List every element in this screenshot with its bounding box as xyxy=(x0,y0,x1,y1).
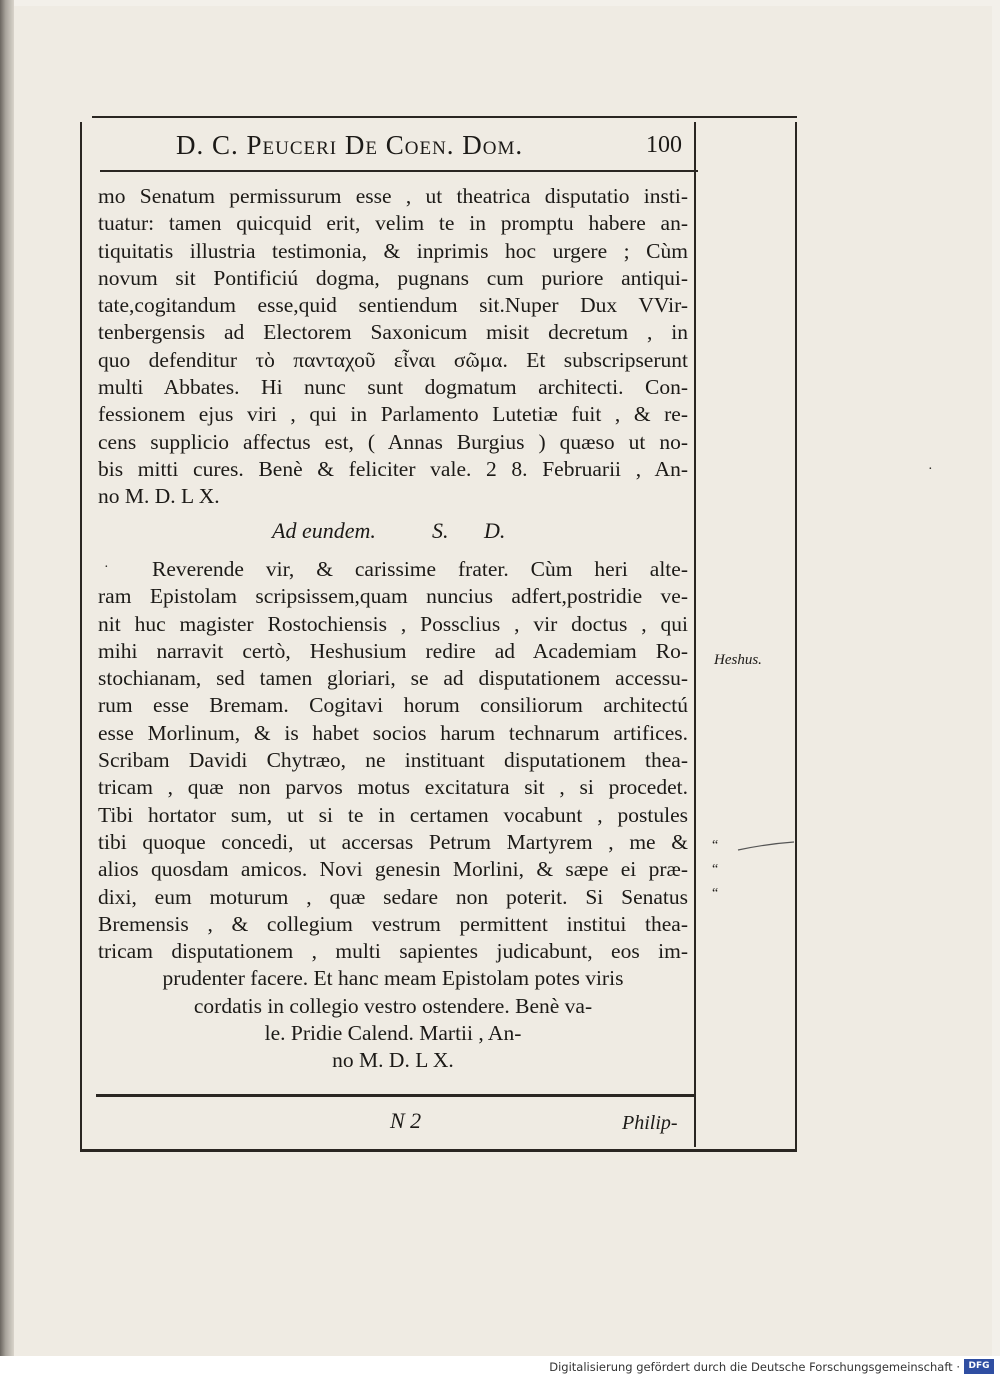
text-line: stochianam, sed tamen gloriari, se ad disputationem accessu- xyxy=(98,666,688,691)
text-line: tuatur: tamen quicquid erit, velim te in promptu habere an- xyxy=(98,211,688,236)
marginal-note: Heshus. xyxy=(714,652,762,668)
text-line: alios quosdam amicos. Novi genesin Morlini, & sæpe ei præ- xyxy=(98,857,688,882)
bottom-rule xyxy=(80,1149,797,1152)
text-line: tiquitatis illustria testimonia, & inprimis hoc urgere ; Cùm xyxy=(98,238,688,263)
catchword: Philip- xyxy=(622,1112,678,1134)
running-head xyxy=(0,130,1000,170)
text-line: tricam , quæ non parvos motus excitatura sit , si procedet. xyxy=(98,775,688,800)
letter-text xyxy=(98,556,688,1075)
closing-line: cordatis in collegio vestro ostendere. Benè va- xyxy=(193,993,593,1018)
footer-rule xyxy=(96,1094,696,1097)
text-line: no M. D. L X. xyxy=(98,484,220,509)
text-line: dixi, eum moturum , quæ sedare non poterit. Si Senatus xyxy=(98,884,688,909)
top-rule xyxy=(92,116,797,118)
text-line: mihi narravit certò, Heshusium redire ad Academiam Ro- xyxy=(98,638,688,663)
closing-line: prudenter facere. Et hanc meam Epistolam potes viris xyxy=(162,966,624,991)
left-frame-rule xyxy=(80,122,82,1152)
body-text xyxy=(98,183,688,511)
credit-bar xyxy=(0,1356,1000,1380)
letter-heading-d: D. xyxy=(484,518,506,543)
text-line: tenbergensis ad Electorem Saxonicum misit decretum , in xyxy=(98,320,688,345)
ditto-mark: “ xyxy=(712,862,719,877)
outer-right-rule xyxy=(795,122,797,1152)
text-line: multi Abbates. Hi nunc sunt dogmatum architecti. Con- xyxy=(98,375,688,400)
pencil-stroke xyxy=(736,840,796,854)
text-line: Reverende vir, & carissime frater. Cùm heri alte- xyxy=(152,557,688,581)
text-line: rum esse Bremam. Cogitavi horum consiliorum architectú xyxy=(98,693,688,718)
header-rule xyxy=(100,170,698,172)
text-line: esse Morlinum, & is habet socios harum technarum artifices. xyxy=(98,720,688,745)
letter-heading xyxy=(0,518,1000,548)
text-line: Tibi hortator sum, ut si te in certamen vocabunt , postules xyxy=(98,802,688,827)
letter-heading-s: S. xyxy=(432,518,449,543)
text-line: bis mitti cures. Benè & feliciter vale. 2 8. Februarii , An- xyxy=(98,456,688,481)
signature-mark: N 2 xyxy=(390,1108,422,1133)
closing-line: le. Pridie Calend. Martii , An- xyxy=(264,1021,522,1046)
text-line: nit huc magister Rostochiensis , Possclius , vir doctus , qui xyxy=(98,611,688,636)
text-line: quo defenditur τὸ πανταχοῦ εἶναι σῶμα. Et subscripserunt xyxy=(98,347,688,372)
text-right-rule xyxy=(694,122,696,1147)
text-line: ram Epistolam scripsissem,quam nuncius adfert,postridie ve- xyxy=(98,584,688,609)
text-line: fessionem ejus viri , qui in Parlamento Lutetiæ fuit , & re- xyxy=(98,402,688,427)
dfg-logo: DFG xyxy=(964,1359,994,1374)
text-line: cens supplicio affectus est, ( Annas Burgius ) quæso ut no- xyxy=(98,429,688,454)
text-line: tibi quoque concedi, ut accersas Petrum Martyrem , me & xyxy=(98,829,688,854)
ink-dot: · xyxy=(104,560,109,575)
letter-heading-addressee: Ad eundem. xyxy=(272,518,376,543)
ditto-mark: “ xyxy=(712,838,719,853)
running-head-title: D. C. Peuceri De Coen. Dom. xyxy=(176,130,524,160)
page-footer xyxy=(0,1108,1000,1140)
text-line: mo Senatum permissurum esse , ut theatrica disputatio insti- xyxy=(98,184,688,208)
closing-line: no M. D. L X. xyxy=(332,1048,454,1073)
ditto-mark: “ xyxy=(712,886,719,901)
text-line: Scribam Davidi Chytræo, ne instituant disputationem thea- xyxy=(98,748,688,773)
ink-dot: · xyxy=(928,462,933,477)
text-line: Bremensis , & collegium vestrum permittent institui thea- xyxy=(98,911,688,936)
text-line: tate,cogitandum esse,quid sentiendum sit.Nuper Dux VVir- xyxy=(98,293,688,318)
text-line: tricam disputationem , multi sapientes judicabunt, eos im- xyxy=(98,939,688,964)
page-spine-shadow xyxy=(0,0,14,1360)
page-number: 100 xyxy=(646,132,682,158)
credit-text: Digitalisierung gefördert durch die Deutsche Forschungsgemeinschaft · xyxy=(549,1360,960,1374)
text-line: novum sit Pontificiú dogma, pugnans cum puriore antiqui- xyxy=(98,265,688,290)
